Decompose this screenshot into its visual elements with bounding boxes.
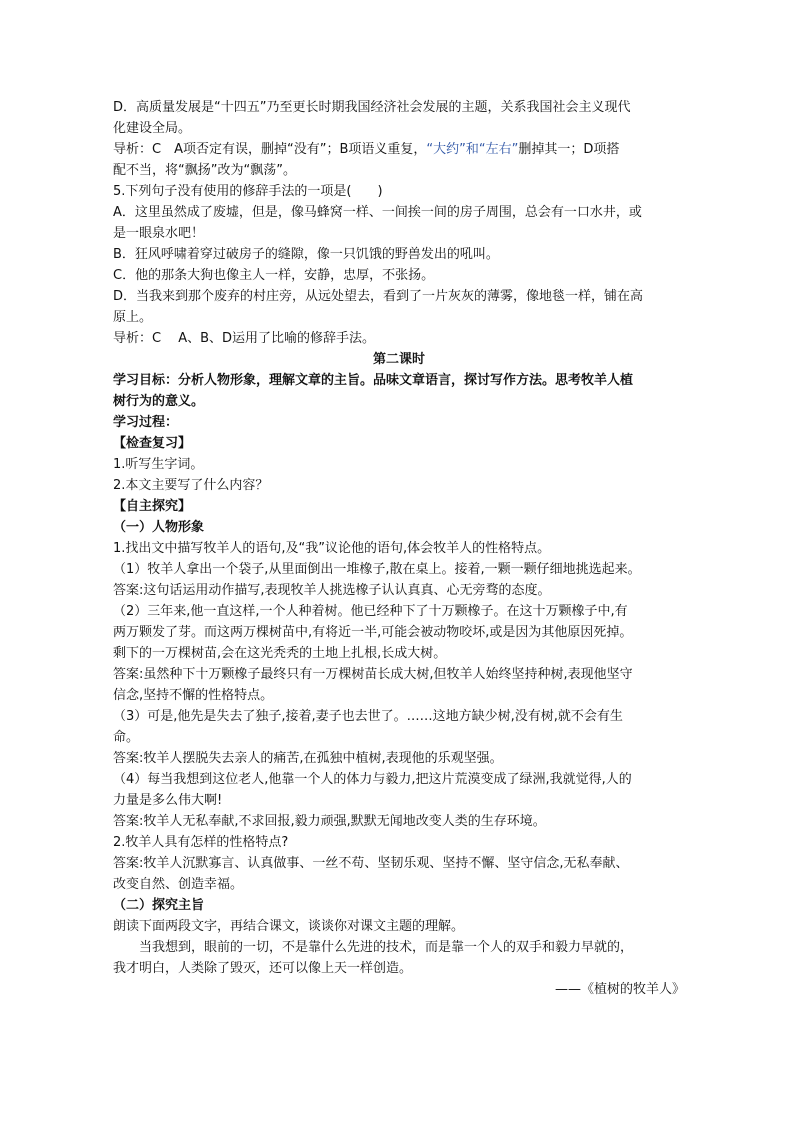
q1-answer-4: 答案:牧羊人无私奉献,不求回报,毅力顽强,默默无闻地改变人类的生存环境。 [113,814,546,829]
q5-option-a-line-1: A．这里虽然成了废墟，但是，像马蜂窝一样、一间挨一间的房子周围，总会有一口水井，或 [113,205,642,220]
document-page [113,97,685,1000]
review-item-1: 1.听写生字词。 [113,457,204,472]
q5-option-a-line-2: 是一眼泉水吧！ [113,226,205,241]
guide-text-tail: 删掉其一；D项搭 [518,142,620,157]
q2-answer-line-2: 改变自然、创造幸福。 [113,877,244,892]
guide-line-2: 配不当，将“飘扬”改为“飘荡”。 [113,163,296,178]
learning-process-heading: 学习过程： [113,415,179,430]
q1-sentence-2-line-2: 两万颗发了芽。而这两万棵树苗中,有将近一半,可能会被动物咬坏,或是因为其他原因死掉。 [113,625,633,640]
quote-line-1: 当我想到，眼前的一切，不是靠什么先进的技术，而是靠一个人的双手和毅力早就的， [139,940,634,955]
q1-sentence-4-line-2: 力量是多么伟大啊! [113,793,223,808]
q1-answer-1: 答案:这句话运用动作描写,表现牧羊人挑选橡子认认真真、心无旁骛的态度。 [113,583,551,598]
review-heading: 【检查复习】 [113,436,192,451]
q2-answer-line-1: 答案:牧羊人沉默寡言、认真做事、一丝不苟、坚韧乐观、坚持不懈、坚守信念,无私奉献、 [113,856,629,871]
learning-goal-line-1: 学习目标：分析人物形象，理解文章的主旨。品味文章语言，探讨写作方法。思考牧羊人植 [113,373,634,388]
explore-heading: 【自主探究】 [113,499,192,514]
q5-option-d-line-1: D．当我来到那个废弃的村庄旁，从远处望去，看到了一片灰灰的薄雾，像地毯一样，铺在高 [113,289,644,304]
q1-answer-3: 答案:牧羊人摆脱失去亲人的痛苦,在孤独中植树,表现他的乐观坚强。 [113,751,503,766]
guide-line-1 [113,139,685,160]
guide-highlight: “大约”和“左右” [426,142,519,157]
question-2: 2.牧羊人具有怎样的性格特点? [113,835,289,850]
review-item-2: 2.本文主要写了什么内容？ [113,478,269,493]
option-d-line-1: D．高质量发展是“十四五”乃至更长时期我国经济社会发展的主题，关系我国社会主义现代 [113,100,631,115]
q1-sentence-1: （1）牧羊人拿出一个袋子,从里面倒出一堆橡子,散在桌上。接着,一颗一颗仔细地挑选起来。 [113,562,641,577]
character-section-heading: （一）人物形象 [113,520,205,535]
question-1: 1.找出文中描写牧羊人的语句,及“我”议论他的语句,体会牧羊人的性格特点。 [113,541,551,556]
q5-option-d-line-2: 原上。 [113,310,153,325]
q1-sentence-2-line-3: 剩下的一万棵树苗,会在这光秃秃的土地上扎根,长成大树。 [113,646,447,661]
guide-text: 导析：C A项否定有误，删掉“没有”；B项语义重复， [113,142,427,157]
quote-source: ——《植树的牧羊人》 [554,982,685,997]
q1-answer-2-line-1: 答案:虽然种下十万颗橡子最终只有一万棵树苗长成大树,但牧羊人始终坚持种树,表现他坚守 [113,667,633,682]
q5-guide: 导析：C A、B、D运用了比喻的修辞手法。 [113,331,376,346]
lesson-title: 第二课时 [372,352,425,367]
q1-sentence-3-line-2: 命。 [113,730,140,745]
quote-line-2: 我才明白，人类除了毁灭，还可以像上天一样创造。 [113,961,413,976]
question-5: 5.下列句子没有使用的修辞手法的一项是( ) [113,184,383,199]
q5-option-b: B．狂风呼啸着穿过破房子的缝隙，像一只饥饿的野兽发出的吼叫。 [113,247,499,262]
learning-goal-line-2: 树行为的意义。 [113,394,205,409]
q5-option-c: C．他的那条大狗也像主人一样，安静，忠厚，不张扬。 [113,268,435,283]
theme-intro: 朗读下面两段文字，再结合课文，谈谈你对课文主题的理解。 [113,919,465,934]
q1-answer-2-line-2: 信念,坚持不懈的性格特点。 [113,688,274,703]
q1-sentence-4-line-1: （4）每当我想到这位老人,他靠一个人的体力与毅力,把这片荒漠变成了绿洲,我就觉得,人的 [113,772,632,787]
option-d-line-2: 化建设全局。 [113,121,192,136]
theme-section-heading: （二）探究主旨 [113,898,205,913]
q1-sentence-3-line-1: （3）可是,他先是失去了独子,接着,妻子也去世了。……这地方缺少树,没有树,就不会有生 [113,709,623,724]
q1-sentence-2-line-1: （2）三年来,他一直这样,一个人种着树。他已经种下了十万颗橡子。在这十万颗橡子中,有 [113,604,628,619]
